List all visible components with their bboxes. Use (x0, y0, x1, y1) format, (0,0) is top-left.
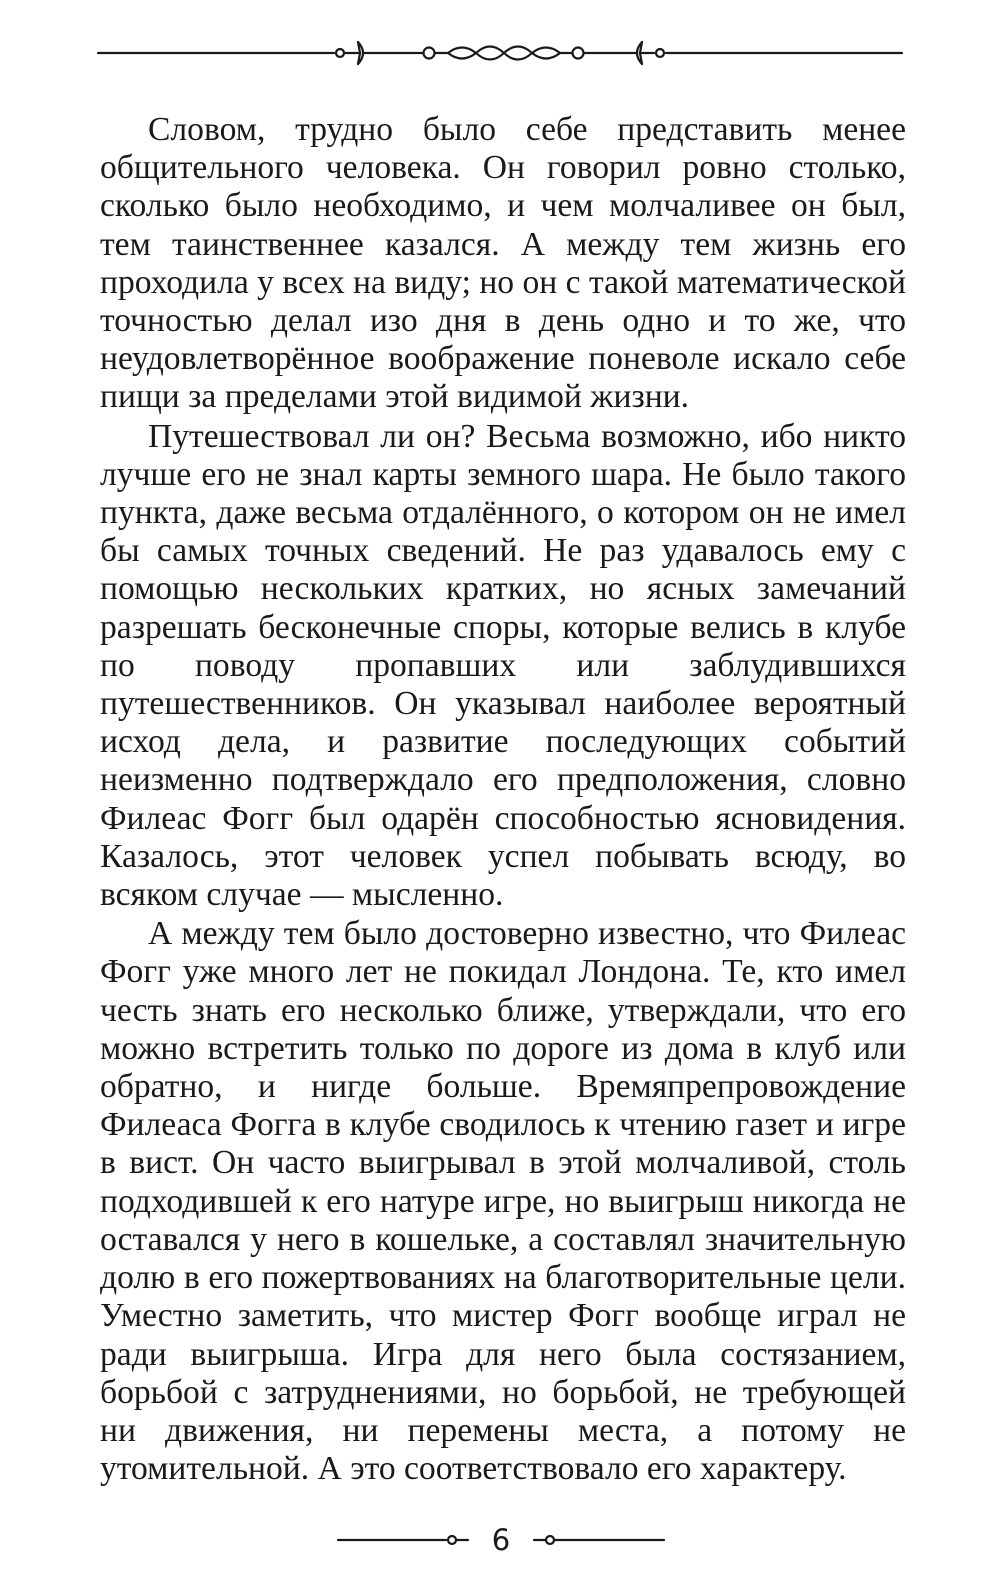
paragraph-3: А между тем было достоверно известно, что Филеас Фогг уже много лет не покидал Лондона. Те, кто имел честь знать его несколько ближе, утверждали, что его можно встретить только по дороге из дома в клуб или обратно, и нигде больше. Времяпрепровождение Филеаса Фогга в клубе сводилось к чтению газет и игре в вист. Он часто выигрывал в этой молчаливой, столь подходившей к его натуре игре, но выигрыш никогда не оставался у него в кошельке, а составлял значительную долю в его пожертвованиях на благотворительные цели. Уместно заметить, что мистер Фогг вообще играл не ради выигрыша. Игра для него была состязанием, борьбой с затруднениями, но борьбой, не требующей ни движения, ни перемены места, а потому не утомительной. А это соответствовало его характеру. (100, 915, 906, 1488)
page-number: 6 (491, 1523, 511, 1557)
paragraph-2: Путешествовал ли он? Весьма возможно, ибо никто лучше его не знал карты земного шара. Не было такого пункта, даже весьма отдалённого, о котором он не имел бы самых точных сведений. Не раз удавалось ему с помощью нескольких кратких, но ясных замечаний разрешать бесконечные споры, которые велись в клубе по поводу пропавших или заблудившихся путешественников. Он указывал наиболее вероятный исход дела, и развитие последующих событий неизменно подтверждало его предположения, словно Филеас Фогг был одарён способностью ясновидения. Казалось, этот человек успел побывать всюду, во всяком случае — мысленно. (100, 417, 906, 914)
body-text (100, 111, 906, 1488)
paragraph-1: Словом, трудно было себе представить менее общительного человека. Он говорил ровно столько, сколько было необходимо, и чем молчаливее он был, тем таинственнее казался. А между тем жизнь его проходила у всех на виду; но он с такой математической точностью делал изо дня в день одно и то же, что неудовлетворённое воображение поневоле искало себе пищи за пределами этой видимой жизни. (100, 111, 906, 416)
page-footer (336, 1520, 666, 1560)
header-ornament (96, 36, 904, 70)
footer-right-rule (526, 1520, 666, 1560)
footer-left-rule (336, 1520, 476, 1560)
